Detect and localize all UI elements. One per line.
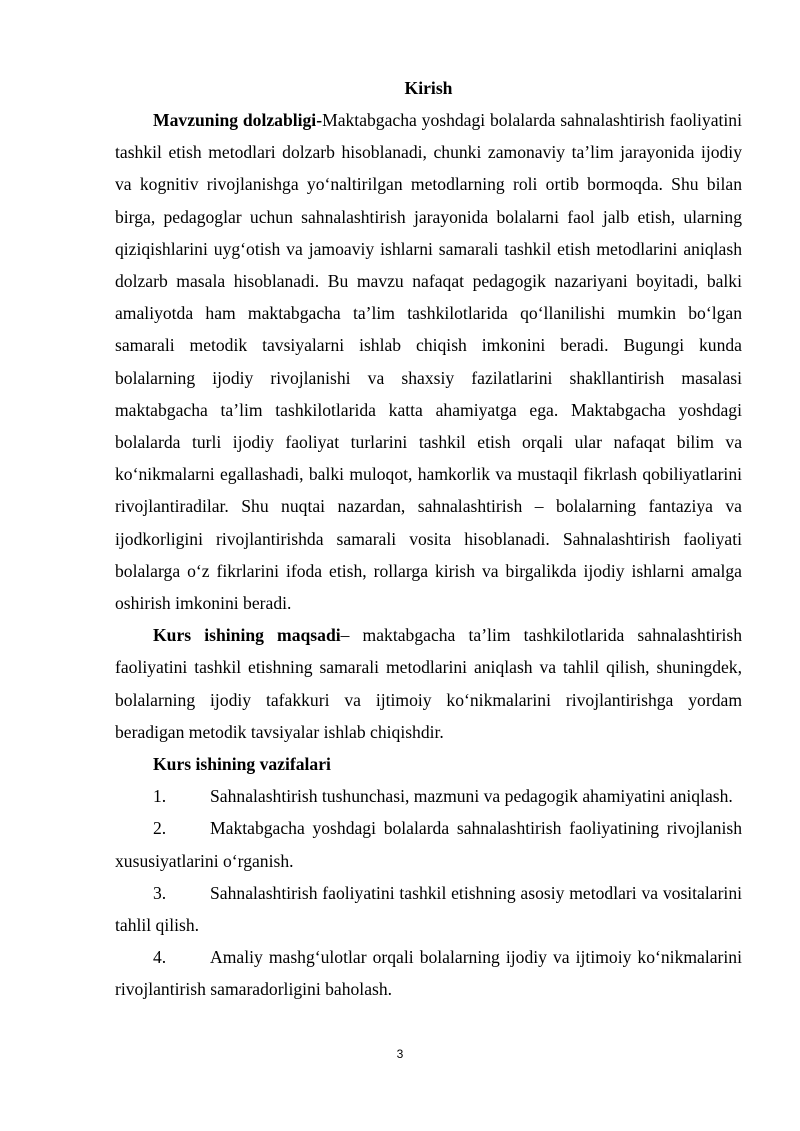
page-content — [115, 72, 742, 1006]
list-item — [115, 941, 742, 1005]
relevance-text: Maktabgacha yoshdagi bolalarda sahnalashtirish faoliyatini tashkil etish metodlari dolzarb hisoblanadi, chunki zamonaviy ta’lim jarayonida ijodiy va kognitiv rivojlanishga yo‘naltirilgan metodlarning roli ortib bormoqda. Shu bilan birga, pedagoglar uchun sahnalashtirish jarayonida bolalarni faol jalb etish, ularning qiziqishlarini uyg‘otish va jamoaviy ishlarni samarali tashkil etish metodlarini aniqlash dolzarb masala hisoblanadi. Bu mavzu nafaqat pedagogik nazariyani boyitadi, balki amaliyotda ham maktabgacha ta’lim tashkilotlarida qo‘llanilishi mumkin bo‘lgan samarali metodik tavsiyalarni ishlab chiqish imkonini beradi. Bugungi kunda bolalarning ijodiy rivojlanishi va shaxsiy fazilatlarini shakllantirish masalasi maktabgacha ta’lim tashkilotlarida katta ahamiyatga ega. Maktabgacha yoshdagi bolalarda turli ijodiy faoliyat turlarini tashkil etish orqali ular nafaqat bilim va ko‘nikmalarni egallashadi, balki muloqot, hamkorlik va mustaqil fikrlash qobiliyatlarini rivojlantiradilar. Shu nuqtai nazardan, sahnalashtirish – bolalarning fantaziya va ijodkorligini rivojlantirishda samarali vosita hisoblanadi. Sahnalashtirish faoliyati bolalarga o‘z fikrlarini ifoda etish, rollarga kirish va birgalikda ijodiy ishlarni amalga oshirish imkonini beradi. — [115, 110, 742, 614]
goal-text: – maktabgacha ta’lim tashkilotlarida sahnalashtirish faoliyatini tashkil etishning samarali metodlarini aniqlash va tahlil qilish, shuningdek, bolalarning ijodiy tafakkuri va ijtimoiy ko‘nikmalarini rivojlantirishga yordam beradigan metodik tavsiyalar ishlab chiqishdir. — [115, 625, 743, 742]
list-item-number: 2. — [153, 818, 167, 839]
list-item-text: Maktabgacha yoshdagi bolalarda sahnalashtirish faoliyatining rivojlanish xususiyatlarini o‘rganish. — [115, 818, 742, 871]
list-item — [115, 877, 742, 941]
relevance-paragraph — [115, 104, 742, 619]
list-item-number: 4. — [153, 947, 167, 968]
list-item — [115, 780, 742, 812]
list-item — [115, 812, 742, 876]
list-item-number: 3. — [153, 882, 167, 903]
goal-paragraph — [115, 619, 742, 748]
list-item-text: Amaliy mashg‘ulotlar orqali bolalarning ijodiy va ijtimoiy ko‘nikmalarini rivojlantirish samaradorligini baholash. — [115, 947, 742, 1000]
tasks-heading: Kurs ishining vazifalari — [153, 754, 331, 775]
page-title: Kirish — [404, 78, 453, 98]
page-number: 3 — [396, 1047, 404, 1061]
list-item-number: 1. — [153, 786, 167, 807]
list-item-text: Sahnalashtirish faoliyatini tashkil etishning asosiy metodlari va vositalarini tahlil qilish. — [115, 882, 742, 936]
list-item-text: Sahnalashtirish tushunchasi, mazmuni va pedagogik ahamiyatini aniqlash. — [210, 786, 733, 807]
relevance-lead: Mavzuning dolzabligi- — [153, 110, 323, 130]
goal-lead: Kurs ishining maqsadi — [153, 625, 341, 646]
